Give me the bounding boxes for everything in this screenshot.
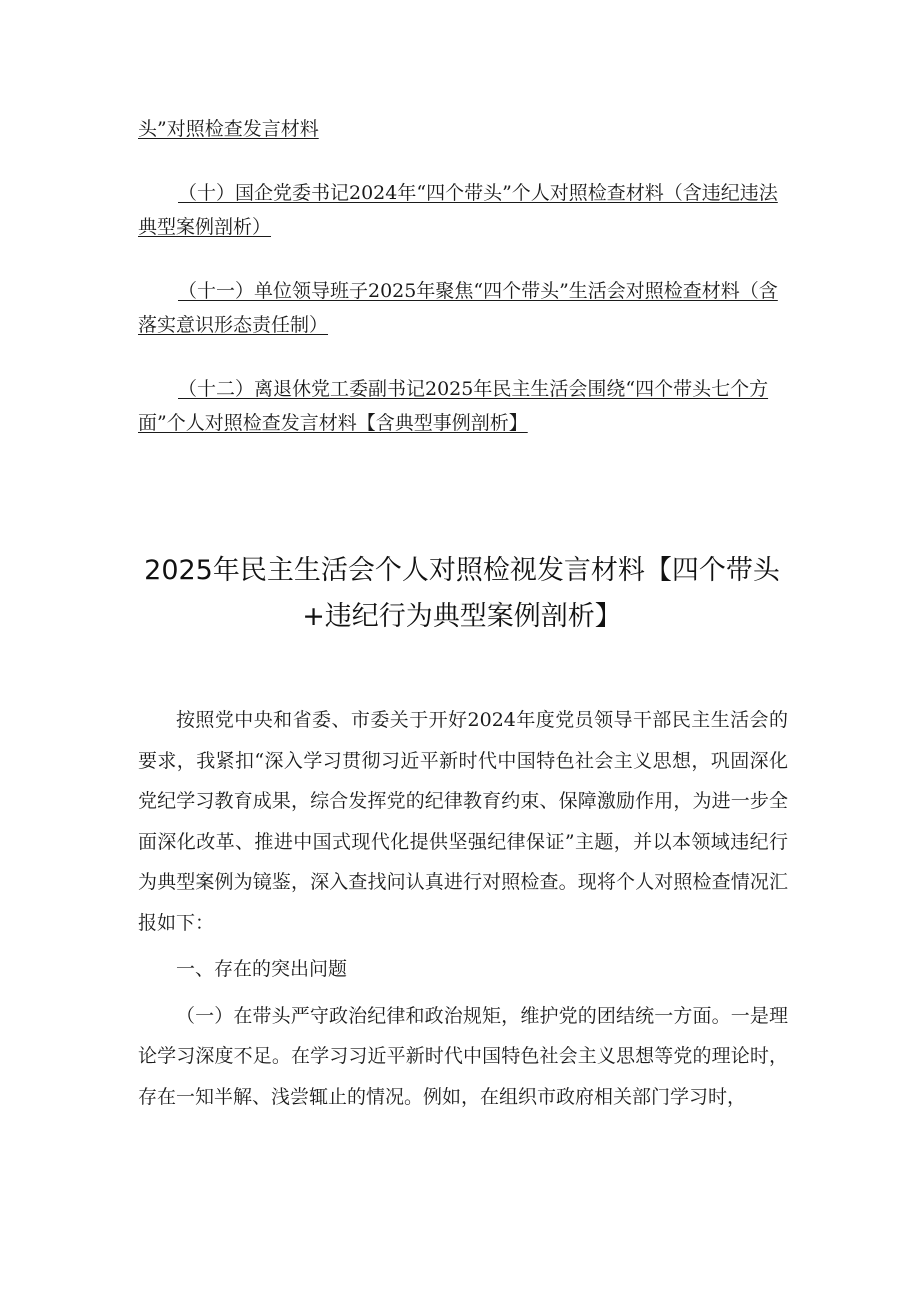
toc-link-12[interactable]: （十二）离退休党工委副书记2025年民主生活会围绕“四个带头七个方面”个人对照检查发言材料【含典型事例剖析】 xyxy=(138,378,769,434)
table-of-contents xyxy=(138,112,788,470)
toc-link-11[interactable]: （十一）单位领导班子2025年聚焦“四个带头”生活会对照检查材料（含落实意识形态责任制） xyxy=(138,280,778,336)
toc-item-12[interactable] xyxy=(138,372,788,440)
toc-item-10[interactable] xyxy=(138,176,788,244)
section-heading-1: 一、存在的突出问题 xyxy=(176,958,348,980)
section1-paragraph-1: （一）在带头严守政治纪律和政治规矩，维护党的团结统一方面。一是理论学习深度不足。在学习习近平新时代中国特色社会主义思想等党的理论时，存在一知半解、浅尝辄止的情况。例如，在组织市政府相关部门学习时， xyxy=(138,1004,788,1108)
toc-item-11[interactable] xyxy=(138,274,788,342)
toc-continued-line[interactable] xyxy=(138,112,788,146)
toc-link-10[interactable]: （十）国企党委书记2024年“四个带头”个人对照检查材料（含违纪违法典型案例剖析） xyxy=(138,182,778,238)
document-body xyxy=(138,700,788,1117)
toc-link-continued[interactable]: 头”对照检查发言材料 xyxy=(138,118,319,140)
intro-paragraph: 按照党中央和省委、市委关于开好2024年度党员领导干部民主生活会的要求，我紧扣“深入学习贯彻习近平新时代中国特色社会主义思想，巩固深化党纪学习教育成果，综合发挥党的纪律教育约束、保障激励作用，为进一步全面深化改革、推进中国式现代化提供坚强纪律保证”主题，并以本领域违纪行为典型案例为镜鉴，深入查找问认真进行对照检查。现将个人对照检查情况汇报如下： xyxy=(138,709,788,934)
document-title: 2025年民主生活会个人对照检视发言材料【四个带头+违纪行为典型案例剖析】 xyxy=(144,555,780,632)
